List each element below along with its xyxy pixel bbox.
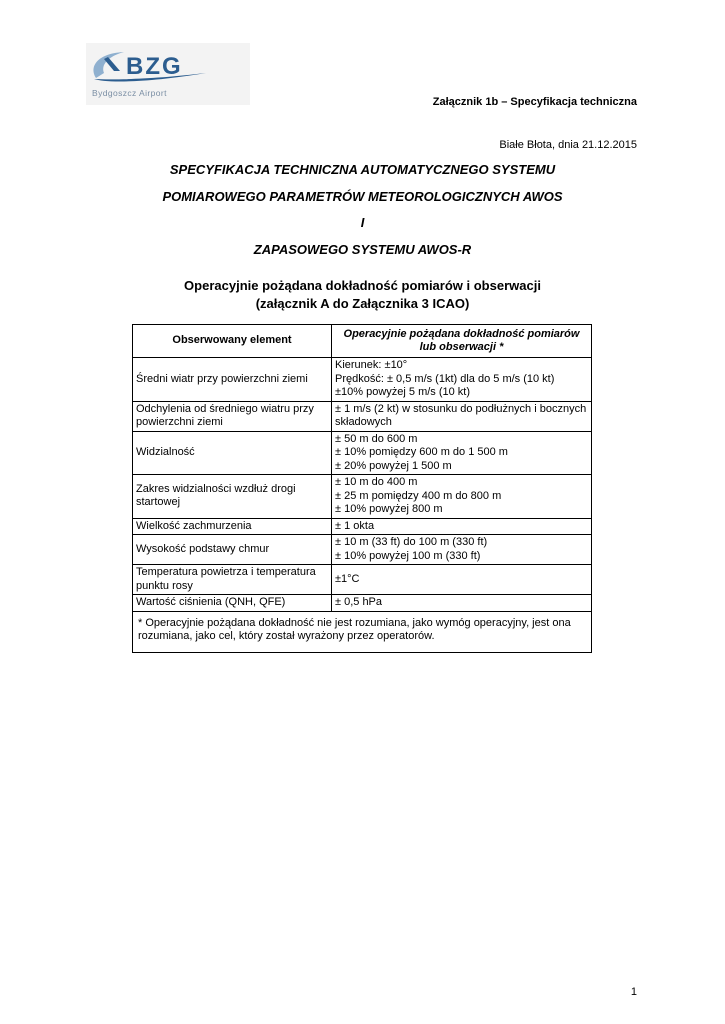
table-row <box>133 401 592 431</box>
accuracy-cell <box>332 475 592 519</box>
annex-label: Załącznik 1b – Specyfikacja techniczna <box>432 96 637 108</box>
element-cell: Zakres widzialności wzdłuż drogi startowej <box>133 475 332 519</box>
logo-subtitle: Bydgoszcz Airport <box>92 88 167 98</box>
table-row <box>133 358 592 402</box>
column-header-element: Obserwowany element <box>133 325 332 358</box>
airport-logo <box>86 43 250 105</box>
element-cell: Odchylenia od średniego wiatru przy powierzchni ziemi <box>133 401 332 431</box>
element-cell: Temperatura powietrza i temperatura punktu rosy <box>133 565 332 595</box>
title-line: SPECYFIKACJA TECHNICZNA AUTOMATYCZNEGO SYSTEMU <box>169 162 556 177</box>
document-subtitle <box>0 277 725 313</box>
accuracy-line: ± 50 m do 600 m <box>335 432 418 445</box>
table-header-row <box>133 325 592 358</box>
table-row <box>133 431 592 475</box>
table-row <box>133 595 592 612</box>
accuracy-line: ± 1 okta <box>335 519 375 532</box>
element-cell: Wysokość podstawy chmur <box>133 535 332 565</box>
accuracy-table <box>132 324 592 653</box>
accuracy-cell <box>332 595 592 612</box>
accuracy-line: ± 10% powyżej 800 m <box>335 503 443 515</box>
accuracy-cell <box>332 565 592 595</box>
accuracy-line: ± 10 m do 400 m <box>335 476 418 488</box>
accuracy-line: ±1°C <box>335 572 360 585</box>
subtitle-line: Operacyjnie pożądana dokładność pomiarów i obserwacji <box>184 278 541 293</box>
accuracy-line: ±10% powyżej 5 m/s (10 kt) <box>335 386 471 398</box>
column-header-accuracy: Operacyjnie pożądana dokładność pomiarów lub obserwacji * <box>332 325 592 358</box>
title-line: ZAPASOWEGO SYSTEMU AWOS-R <box>253 241 472 257</box>
accuracy-cell <box>332 401 592 431</box>
accuracy-line: ± 20% powyżej 1 500 m <box>335 459 452 472</box>
place-date: Białe Błota, dnia 21.12.2015 <box>499 139 637 151</box>
accuracy-cell <box>332 431 592 475</box>
accuracy-line: Prędkość: ± 0,5 m/s (1kt) dla do 5 m/s (10 kt) <box>335 372 555 385</box>
accuracy-line: ± 10% pomiędzy 600 m do 1 500 m <box>335 446 508 458</box>
accuracy-line: Kierunek: ±10° <box>335 359 408 371</box>
table-footnote: * Operacyjnie pożądana dokładność nie jest rozumiana, jako wymóg operacyjny, jest ona rozumiana, jako cel, który został wyrażony przez operatorów. <box>133 611 592 652</box>
element-cell: Średni wiatr przy powierzchni ziemi <box>133 358 332 402</box>
table-footnote-row <box>133 611 592 652</box>
accuracy-cell <box>332 358 592 402</box>
accuracy-line: ± 25 m pomiędzy 400 m do 800 m <box>335 489 502 502</box>
accuracy-line: ± 0,5 hPa <box>335 596 383 608</box>
accuracy-line: ± 10 m (33 ft) do 100 m (330 ft) <box>335 536 488 548</box>
logo-brand: BZG <box>126 53 183 80</box>
element-cell: Wartość ciśnienia (QNH, QFE) <box>133 595 332 612</box>
table-row <box>133 475 592 519</box>
table-row <box>133 535 592 565</box>
page-number: 1 <box>630 986 637 998</box>
bzg-logo-icon <box>86 43 250 88</box>
title-line: POMIAROWEGO PARAMETRÓW METEOROLOGICZNYCH AWOS <box>162 188 563 204</box>
element-cell: Wielkość zachmurzenia <box>133 518 332 535</box>
table-row <box>133 565 592 595</box>
subtitle-line: (załącznik A do Załącznika 3 ICAO) <box>255 296 470 311</box>
accuracy-cell <box>332 535 592 565</box>
title-line: I <box>360 215 365 230</box>
accuracy-cell <box>332 518 592 535</box>
table-row <box>133 518 592 535</box>
element-cell: Widzialność <box>133 431 332 475</box>
document-title <box>0 157 725 263</box>
accuracy-line: ± 10% powyżej 100 m (330 ft) <box>335 549 481 562</box>
accuracy-line: ± 1 m/s (2 kt) w stosunku do podłużnych i bocznych składowych <box>335 402 587 428</box>
